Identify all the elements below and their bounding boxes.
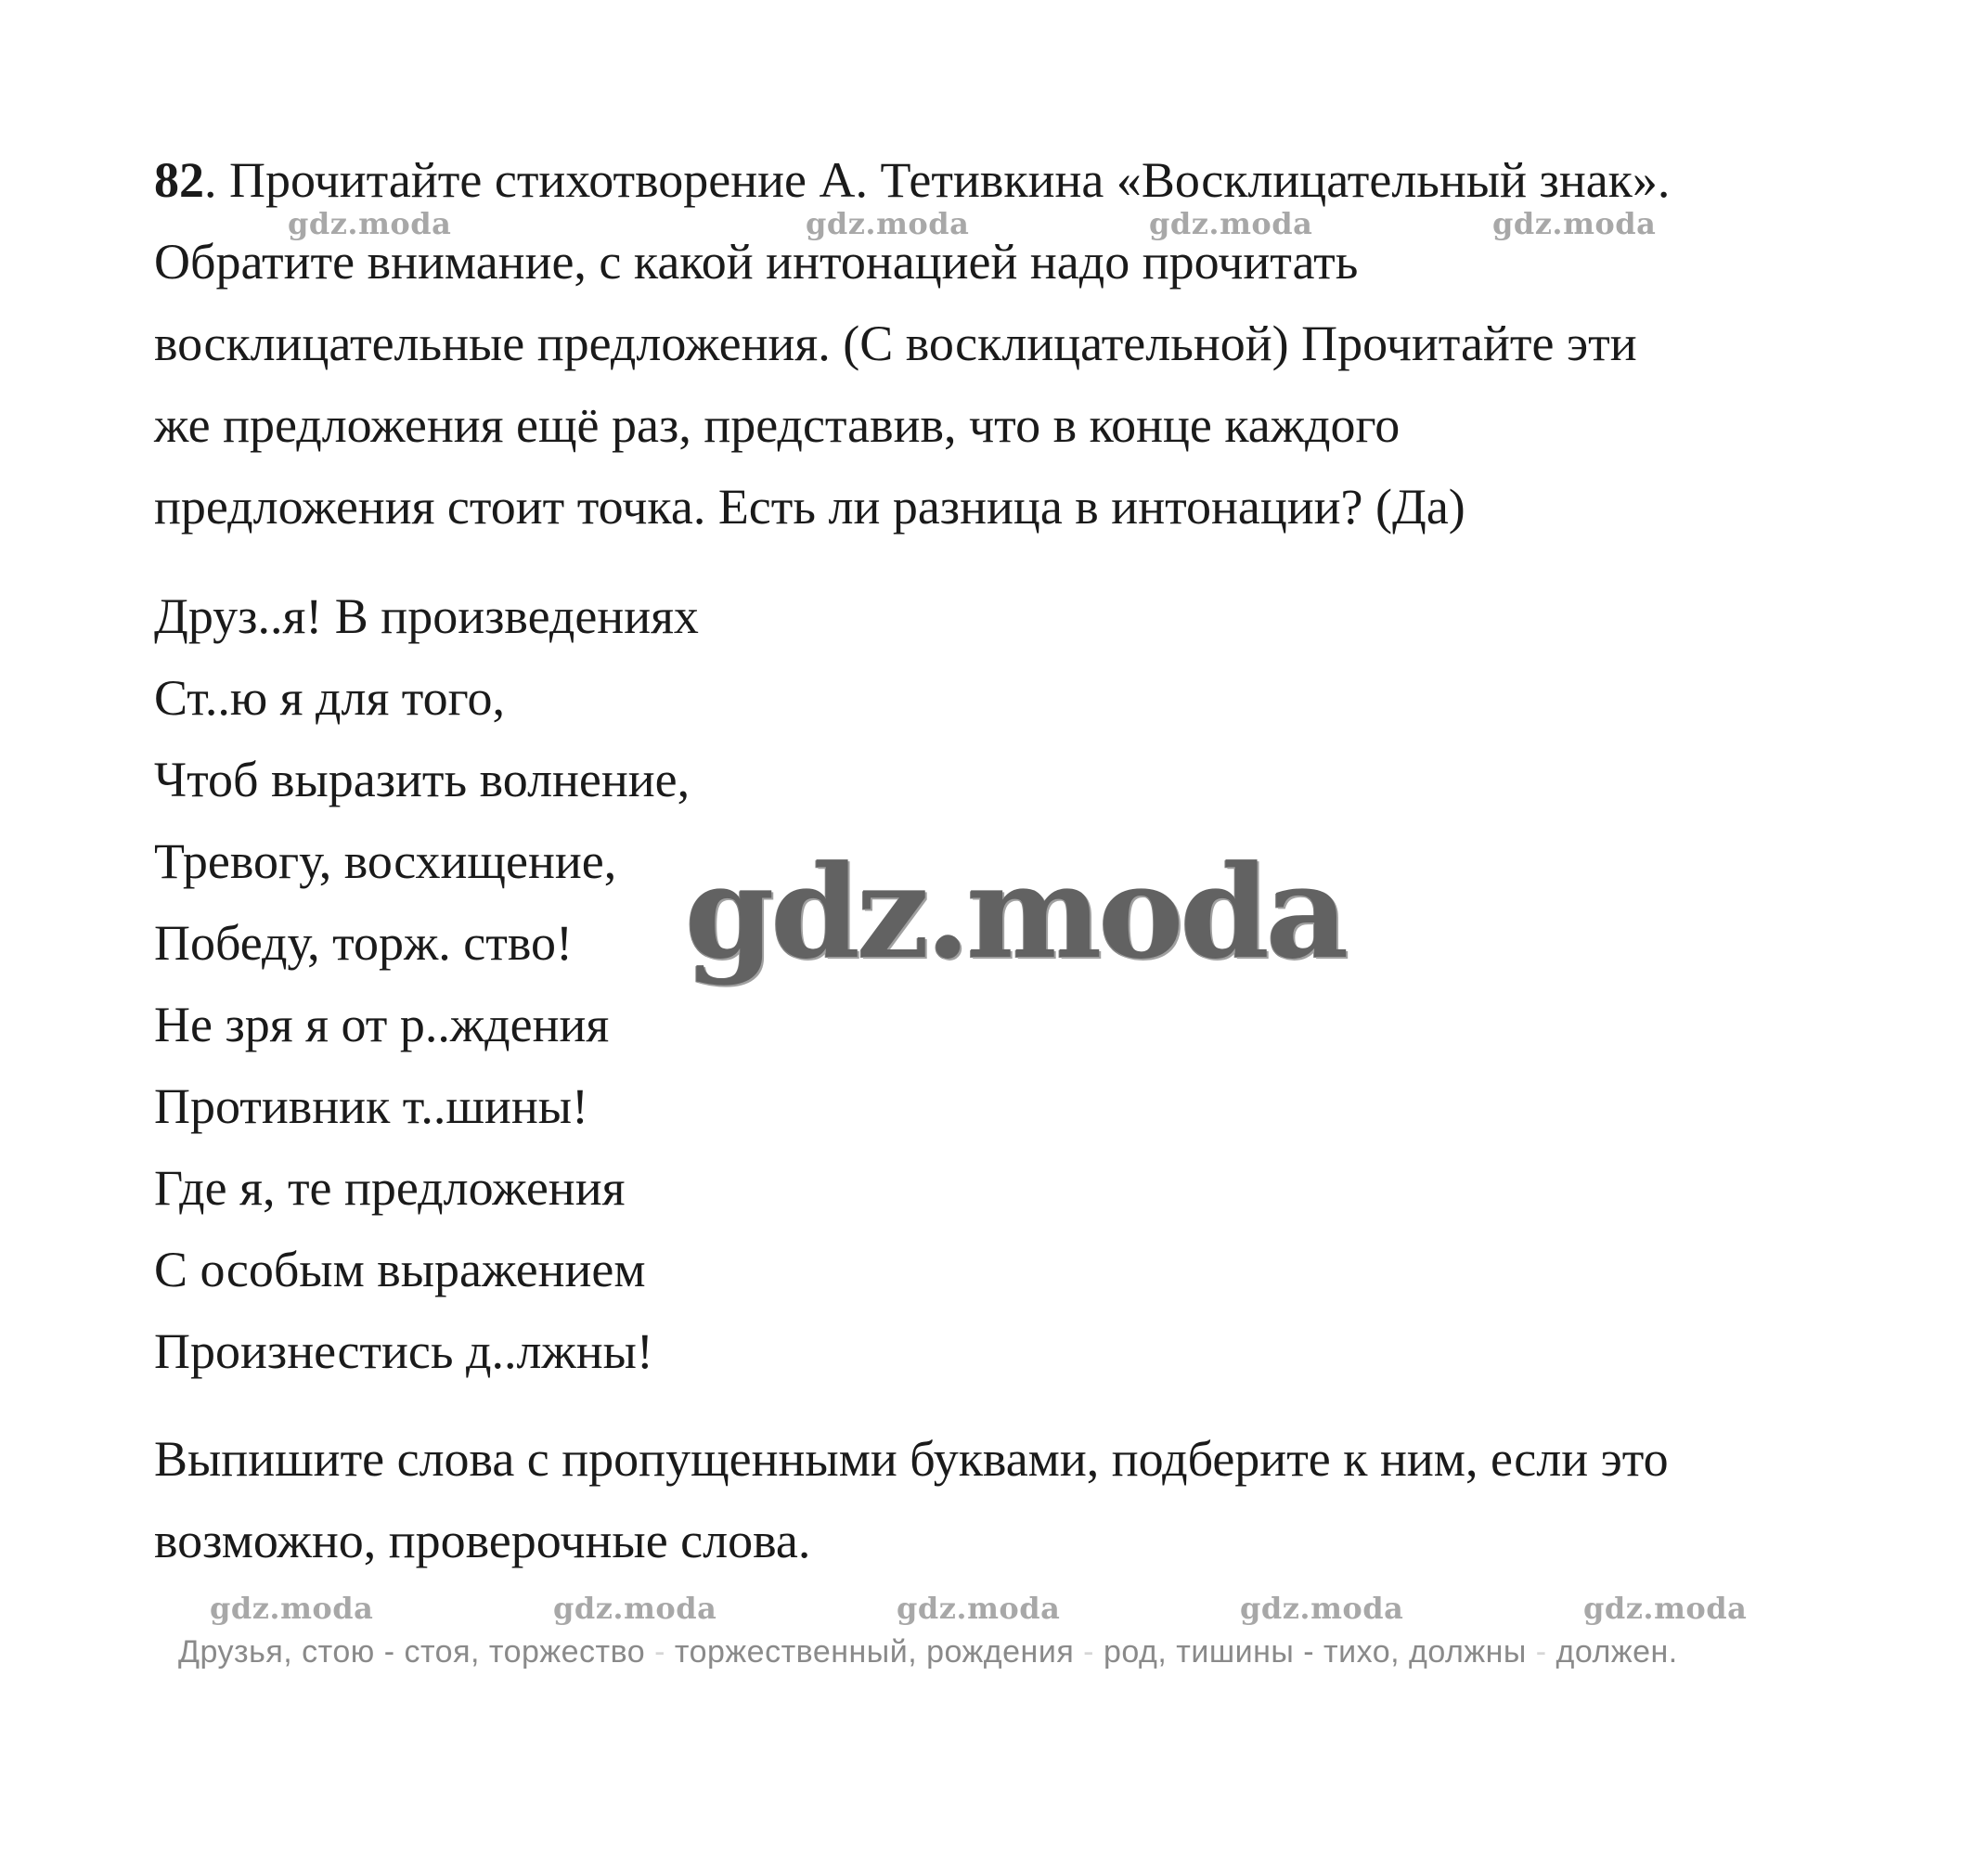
instruction-text bbox=[154, 1418, 1852, 1581]
task-line-1: . Прочитайте стихотворение А. Тетивкина «Восклицательный знак». bbox=[204, 152, 1671, 208]
answer-part-1: Друзья, стою - стоя, торжество bbox=[178, 1634, 646, 1670]
poem-line: Тревогу, восхищение, bbox=[154, 833, 617, 889]
task-line-4: же предложения ещё раз, представив, что в конце каждого bbox=[154, 397, 1401, 453]
watermark-small: gdz.moda bbox=[1492, 206, 1657, 241]
poem-line: Чтоб выразить волнение, bbox=[154, 752, 691, 807]
watermark-small: gdz.moda bbox=[210, 1591, 374, 1626]
watermark-small: gdz.moda bbox=[1240, 1591, 1404, 1626]
answer-separator: - bbox=[645, 1634, 675, 1670]
poem-line: Произнестись д..лжны! bbox=[154, 1323, 653, 1379]
poem-line: Друз..я! В произведениях bbox=[154, 588, 699, 644]
answer-text bbox=[178, 1626, 1849, 1678]
answer-separator: - bbox=[1526, 1634, 1556, 1670]
poem bbox=[154, 575, 699, 1392]
watermark-small: gdz.moda bbox=[897, 1591, 1061, 1626]
task-text bbox=[154, 139, 1852, 548]
task-line-3: восклицательные предложения. (С восклицательной) Прочитайте эти bbox=[154, 316, 1637, 371]
watermark-small: gdz.moda bbox=[1583, 1591, 1748, 1626]
watermark-small: gdz.moda bbox=[806, 206, 970, 241]
task-line-5: предложения стоит точка. Есть ли разница в интонации? (Да) bbox=[154, 479, 1465, 535]
poem-line: Где я, те предложения bbox=[154, 1160, 626, 1216]
poem-line: Противник т..шины! bbox=[154, 1078, 588, 1134]
answer-part-2: торжественный, рождения bbox=[674, 1634, 1075, 1670]
poem-line: С особым выражением bbox=[154, 1242, 646, 1297]
instruction-line-2: возможно, проверочные слова. bbox=[154, 1513, 811, 1568]
answer-part-4: должен. bbox=[1556, 1634, 1678, 1670]
answer-part-3: род, тишины - тихо, должны bbox=[1103, 1634, 1527, 1670]
poem-line: Победу, торж. ство! bbox=[154, 915, 573, 971]
watermark-small: gdz.moda bbox=[553, 1591, 717, 1626]
poem-line: Ст..ю я для того, bbox=[154, 670, 505, 726]
task-number: 82 bbox=[154, 152, 204, 208]
poem-line: Не зря я от р..ждения bbox=[154, 997, 610, 1052]
instruction-line-1: Выпишите слова с пропущенными буквами, подберите к ним, если это bbox=[154, 1431, 1669, 1487]
task-line-2: Обратите внимание, с какой интонацией надо прочитать bbox=[154, 234, 1359, 290]
answer-separator: - bbox=[1074, 1634, 1104, 1670]
watermark-large: gdz.moda bbox=[685, 836, 1346, 987]
watermark-small: gdz.moda bbox=[1149, 206, 1313, 241]
watermark-small: gdz.moda bbox=[288, 206, 452, 241]
